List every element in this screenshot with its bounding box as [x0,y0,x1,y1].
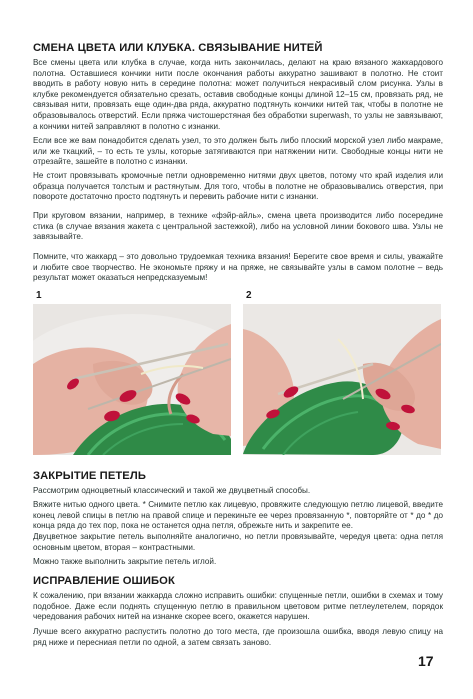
paragraph-needle-binding: Можно также выполнить закрытие петель иглой. [33,557,217,566]
section-title-binding-off: ЗАКРЫТИЕ ПЕТЕЛЬ [33,470,146,482]
photo-number-2: 2 [246,290,252,301]
knitting-photo-2-illustration [243,304,441,455]
section-title-fixing-errors: ИСПРАВЛЕНИЕ ОШИБОК [33,575,175,587]
knitting-photo-2 [243,304,441,455]
knitting-photo-1 [33,304,231,455]
paragraph-reminder: Помните, что жаккард – это довольно трудоемкая техника вязания! Берегите свое время и силы, уважайте и любите свое творчество. Не экономьте пряжу и на пряже, не связывайте узлы в самом полотне – ведь результат может оказаться непредсказуемым! [33,252,443,283]
paragraph-binding-off-intro: Рассмотрим одноцветный классический и такой же двуцветный способы. [33,486,311,495]
section-title-color-change: СМЕНА ЦВЕТА ИЛИ КЛУБКА. СВЯЗЫВАНИЕ НИТЕЙ [33,42,323,54]
paragraph-binding-off-method: Вяжите нитью одного цвета. * Снимите петлю как лицевую, провяжите следующую петлю лицевой, введите конец левой спицы в петлю на правой спице и перекиньте ее через провязанную *, повторяйте от * до * до конца ряда до тех пор, пока не останется одна петля, обрежьте нить и закрепите ее. [33,500,443,531]
paragraph-knots: Если все же вам понадобится сделать узел, то это должен быть либо плоский морской узел либо макраме, или же ткацкий, – то есть те узлы, которые затягиваются при натяжении нити. Свободные концы нити не отрезайте, зашейте в полотно с изнанки. [33,136,443,167]
paragraph-fixing-errors-1: К сожалению, при вязании жаккарда сложно исправить ошибки: спущенные петли, ошибки в схемах и тому подобное. Даже если поднять спущенную петлю в правильном цветовом ритме петлеулетелем, порядок чередования рабочих нитей на изнанке скорее всего, окажется нарушен. [33,591,443,622]
page-number: 17 [418,653,434,669]
photo-number-1: 1 [36,290,42,301]
paragraph-edge-stitches: Не стоит провязывать кромочные петли одновременно нитями двух цветов, потому что край изделия или образца получается толстым и растянутым. Для того, чтобы в полотне не образовывались отверстия, при повороте достаточно просто подтянуть и перевить рабочие нити с изнанки. [33,171,443,202]
knitting-photo-1-illustration [33,304,231,455]
paragraph-fixing-errors-2: Лучше всего аккуратно распустить полотно до того места, где произошла ошибка, вводя левую спицу на ряд ниже и пересниая петли по одной, а затем связать заново. [33,627,443,647]
paragraph-color-change-1: Все смены цвета или клубка в случае, когда нить закончилась, делают на краю вязаного жаккардового полотна. Оставшиеся кончики нити после окончания работы аккуратно зашивают в полотно. Не стоит вводить в работу новую нить в середине полотна: может получиться некрасивый слом рисунка. Узлы в клубке рекомендуется обязательно срезать, оставив свободные концы длиной 12–15 см, провязать ряд, не связывая нити, провязать еще один-два ряда, аккуратно подтянуть кончики нитей так, чтобы в полотне не образовывалось отверстий. Если пряжа чистошерстяная без обработки superwash, то узлы не завязывают, а кончики нитей заправляют в полотно с изнанки. [33,58,443,131]
paragraph-circular-knitting: При круговом вязании, например, в технике «фэйр-айль», смена цвета производится либо посередине стика (в случае вязания жакета с центральной застежкой), либо на условной линии бокового шва. Узлы не завязывайте. [33,211,443,242]
paragraph-two-color-binding: Двуцветное закрытие петель выполняйте аналогично, но петли провязывайте, чередуя цвета: одна петля основным цветом, вторая – контрастными. [33,532,443,552]
